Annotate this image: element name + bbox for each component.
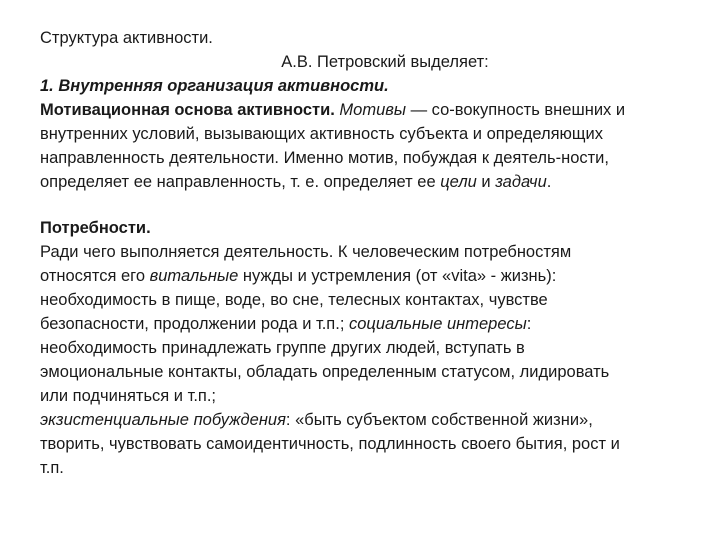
section2-line-2	[40, 264, 690, 288]
section1-line-3: направленность деятельности. Именно мотив, побуждая к деятель-ности,	[40, 149, 609, 167]
tasks-term: задачи	[495, 173, 547, 191]
existential-term: экзистенциальные побуждения	[40, 411, 286, 429]
slide-title: Структура активности.	[40, 29, 213, 47]
social-interests-term: социальные интересы	[349, 315, 527, 333]
section2-line-7: или подчиняться и т.п.;	[40, 387, 217, 405]
section2-heading: Потребности.	[40, 219, 151, 237]
slide-subtitle: А.В. Петровский выделяет:	[281, 53, 489, 71]
section2-line-8-text: : «быть субъектом собственной жизни»,	[285, 411, 593, 429]
section2-line-5: необходимость принадлежать группе других людей, вступать в	[40, 339, 525, 357]
section2-line-2-text-b: нужды и устремления (от «vita» - жизнь):	[238, 267, 557, 285]
motives-term: Мотивы	[339, 101, 407, 119]
section1-line-2: внутренних условий, вызывающих активность субъекта и определяющих	[40, 125, 603, 143]
section2-line-1: Ради чего выполняется деятельность. К человеческим потребностям	[40, 243, 572, 261]
slide-content	[40, 26, 690, 480]
section1-line-1	[40, 98, 690, 122]
section2-line-4	[40, 312, 690, 336]
section2-line-8	[40, 408, 690, 432]
section2-line-10: т.п.	[40, 459, 64, 477]
section1-line-4	[40, 170, 690, 194]
section1-line-4-text: определяет ее направленность, т. е. определяет ее	[40, 173, 441, 191]
motivation-label: Мотивационная основа активности.	[40, 101, 335, 119]
section-gap	[40, 194, 690, 216]
section2-line-2-text-a: относятся его	[40, 267, 150, 285]
section2-line-4-text-a: безопасности, продолжении рода и т.п.;	[40, 315, 349, 333]
section2-line-3: необходимость в пище, воде, во сне, телесных контактах, чувстве	[40, 291, 548, 309]
section1-heading: 1. Внутренняя организация активности.	[40, 77, 389, 95]
section2-line-6: эмоциональные контакты, обладать определенным статусом, лидировать	[40, 363, 610, 381]
and-word: и	[476, 173, 496, 191]
period: .	[546, 173, 552, 191]
section2-line-4-text-b: :	[526, 315, 532, 333]
section2-line-9: творить, чувствовать самоидентичность, подлинность своего бытия, рост и	[40, 435, 620, 453]
goals-term: цели	[440, 173, 477, 191]
vital-term: витальные	[149, 267, 239, 285]
motives-definition: — со-вокупность внешних и	[406, 101, 626, 119]
